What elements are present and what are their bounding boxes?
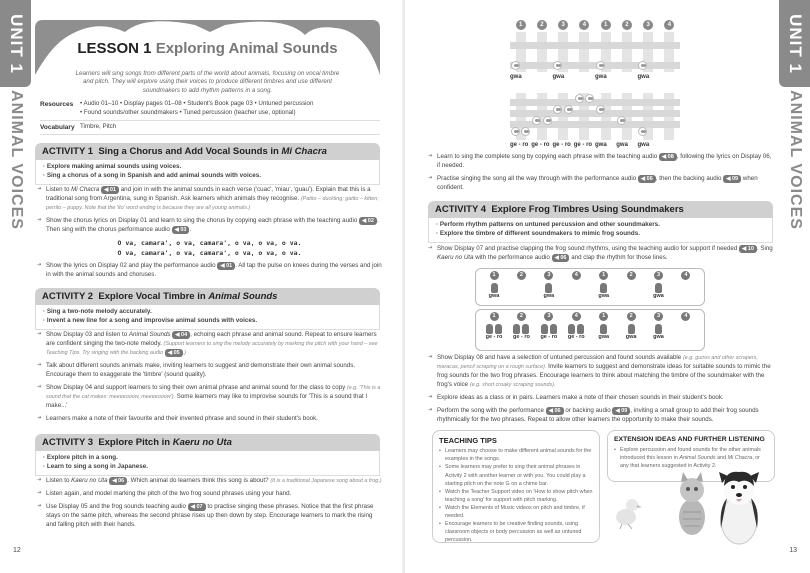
rhythm-beat [592,271,616,299]
rhythm-beat [619,271,643,299]
frog-icon [600,324,607,334]
extension-item: • Explore percussion and found sounds for the other animals introduced this lesson in Animal Sounds and Mi Chacra, or any that learners suggested in Activity 2. [614,446,768,470]
unit-name-label: ANIMAL VOICES [786,89,804,230]
pitch-line [510,42,680,49]
frog-icon [511,61,520,70]
lesson-header [35,20,380,75]
beat-number: 2 [517,312,526,321]
pitch-diagram-phrase-2 [510,93,680,148]
rhythm-beat [619,312,643,340]
unit-name [779,89,810,230]
beat-number: 3 [643,20,653,30]
unit-name [0,89,31,230]
activity-3-goals [35,451,380,476]
rhythm-beat [674,312,698,340]
frog-icon [600,283,607,293]
step: ➜ Use Display 05 and the frog sounds teaching audio ◀ 07 to practise singing these phrases. Notice that the first phrase stays on the same pitch, whereas the second phrase rises up then down by step. Encourage learners to mark the rising and falling pitch with their hands. [37,503,382,530]
activity-3-heading [35,434,380,451]
unit-name-label: ANIMAL VOICES [7,89,25,230]
beat-number: 2 [627,312,636,321]
beat-number: 3 [544,312,553,321]
beat-number: 4 [681,312,690,321]
syllable-label: gwa [616,142,628,148]
audio-badge: ◀ 06 [109,477,127,485]
resources-label: Resources [40,101,74,108]
rhythm-beat [674,271,698,299]
activity-4-step-1 [428,245,773,267]
syllable-label: ge - ro [531,142,550,148]
syllable-label: gwa [637,74,650,80]
tip-item: • Learners may choose to make different animal sounds for the examples in the songs. [439,447,593,463]
rhythm-beat [564,271,588,299]
syllable-label: ge - ro [513,334,530,340]
goal-item: · Perform rhythm patterns on untuned percussion and other soundmakers. [436,221,660,228]
syllable-label: gwa [598,293,610,299]
activity-title-italic: Kaeru no Uta [172,437,232,448]
teaching-tips-box [432,430,600,543]
goal-item: · Sing a chorus of a song in Spanish and add animal sounds with voices. [43,172,261,180]
syllable-label: ge - ro [485,334,503,340]
step: ➜ Show the chorus lyrics on Display 01 and learn to sing the chorus by copying each phrase with the teaching audio ◀ 02 . Then sing with the chorus performance audio ◀ 03 . [37,217,382,235]
activity-title-italic: Mi Chacra [281,146,327,157]
activity-title-italic: Animal Sounds [208,291,278,302]
activity-4-goals [428,218,773,243]
activity-title: Explore Vocal Timbre in [98,291,206,302]
syllable-label: ge - ro [552,142,571,148]
puppy-image [717,468,762,546]
lesson-title [35,40,380,57]
frog-icon [491,283,498,293]
lyric-line: O va, camara', o va, camara', o va, o va, o va. [117,238,302,247]
beat-number: 1 [516,20,526,30]
frog-icon [543,116,552,125]
audio-badge: ◀ 03 [172,226,190,234]
rhythm-grid [482,312,698,340]
activity-1-heading [35,143,380,160]
audio-badge: ◀ 06 [552,254,570,262]
unit-tab [0,0,31,87]
rhythm-beat [647,271,671,299]
frog-icon [511,127,520,136]
vocabulary-value: Timbre, Pitch [80,122,117,130]
page-number-right: 13 [789,547,797,554]
rhythm-beat [509,312,533,340]
beat-number: 3 [544,271,553,280]
pitch-line [510,99,680,106]
rhythm-beat [482,312,506,340]
activity-label: ACTIVITY 1 [42,146,94,157]
resources-line-2: • Found sounds/other soundmakers • Tuned percussion (teacher use, optional) [80,108,296,116]
tip-item: • Watch the Elements of Music videos on pitch and timbre, if needed. [439,504,593,520]
vocabulary-label: Vocabulary [40,123,75,131]
activity-label: ACTIVITY 3 [42,437,94,448]
frog-icon [513,324,520,334]
beat-number: 4 [579,20,589,30]
frog-icon [655,283,662,293]
duckling-image [612,495,642,530]
frog-icon [495,324,502,334]
frog-icon [577,324,584,334]
audio-badge: ◀ 07 [188,503,206,511]
syllable-label: ge - ro [540,334,558,340]
activity-4-heading [428,201,773,218]
activity-title: Sing a Chorus and Add Vocal Sounds in [98,146,279,157]
syllable-label: gwa [595,74,607,80]
audio-badge: ◀ 04 [172,331,190,339]
beat-number: 1 [601,20,611,30]
lyric-line: O va, camara', o va, camara', o va, o va, o va. [117,248,302,257]
activity-1-steps [37,186,382,284]
activity-2-heading [35,288,380,305]
audio-badge: ◀ 06 [546,407,564,415]
activity-4 [428,201,773,243]
rhythm-beat [537,271,561,299]
step: ➜ Listen again, and model marking the pitch of the two frog sound phrases using your hand. [37,490,382,499]
unit-tab-label: UNIT 1 [6,13,26,74]
step: ➜ Listen to Mi Chacra ◀ 01 and join in with the animal sounds in each verse ('cuac', 'miau', 'guau'). Explain that this is a traditional song from Argentina, sung in Spanish. Ask learners which animals they recognise. (Patito – duckling; gatito – kitten; perrito – puppy. Note that the 'ito' word ending is because they are all young animals.) [37,186,382,213]
audio-badge: ◀ 05 [165,349,183,357]
beat-number: 1 [490,271,499,280]
unit-tab-label: UNIT 1 [785,13,805,74]
frog-icon [550,324,557,334]
resources-line-1: • Audio 01–10 • Display pages 01–08 • Student's Book page 03 • Untuned percussion [80,100,314,107]
rhythm-beat [592,312,616,340]
audio-badge: ◀ 01 [101,186,119,194]
audio-badge: ◀ 10 [739,245,757,253]
activity-3 [35,434,380,476]
step: ➜ Show Display 03 and listen to Animal Sounds ◀ 04 , echoing each phrase and animal sound. Repeat to ensure learners are confident singing the two-note melody. (Support learners to sing the melody accurately by marking the pitch with your hand – see Teaching Tips. Try singing with the backing audio ◀ 05 .) [37,331,382,358]
step: ➜ Learn to sing the complete song by copying each phrase with the teaching audio ◀ 08 , following the lyrics on Display 06, if needed. [428,153,773,171]
goal-item: · Explore making animal sounds using voices. [43,163,182,170]
syllable-label: gwa [510,74,522,80]
activity-1-goals [35,160,380,185]
audio-badge: ◀ 01 [217,262,235,270]
rhythm-beat [564,312,588,340]
beat-number: 3 [558,20,568,30]
audio-badge: ◀ 02 [359,217,377,225]
beat-number: 1 [599,271,608,280]
syllable-label: gwa [543,293,555,299]
frog-icon [521,127,530,136]
step: ➜ Explore ideas as a class or in pairs. Learners make a note of their chosen sounds in their student's book. [428,394,773,403]
pitch-diagram-phrase-1 [510,20,680,80]
teaching-tips-title: TEACHING TIPS [439,436,497,445]
step: ➜ Learners make a note of their favourite and their invented phrase and sound in their student's book. [37,415,382,424]
frog-icon [628,324,635,334]
activity-1 [35,143,380,185]
activity-label: ACTIVITY 2 [42,291,94,302]
beat-number: 3 [654,312,663,321]
beat-number: 1 [599,312,608,321]
goal-item: · Learn to sing a song in Japanese. [43,463,148,471]
syllable-label: ge - ro [573,142,593,148]
frog-icon [522,324,529,334]
frog-icon [617,116,626,125]
audio-badge: ◀ 08 [659,153,677,161]
frog-icon [532,116,541,125]
syllable-label: gwa [653,334,664,340]
activity-4-steps [428,354,773,429]
resources-block [40,100,380,137]
lesson-name: Exploring Animal Sounds [155,40,338,57]
activity-label: ACTIVITY 4 [435,204,487,215]
tip-item: • Encourage learners to be creative finding sounds, using classroom objects or body percussion as well as untuned percussion. [439,520,593,544]
audio-badge: ◀ 06 [638,175,656,183]
rhythm-beat [509,271,533,299]
beat-number: 4 [572,312,581,321]
frog-icon [545,283,552,293]
step: ➜ Practise singing the song all the way through with the performance audio ◀ 06 , then the backing audio ◀ 09 when confident. [428,175,773,193]
frog-icon [596,105,605,114]
tip-item: • Watch the Teacher Support video on 'How to show pitch when teaching a song' for support with pitch marking. [439,488,593,504]
beat-number: 3 [654,271,663,280]
frog-icon [541,324,548,334]
frog-icon [568,324,575,334]
beat-number: 2 [627,271,636,280]
unit-tab [779,0,810,87]
audio-badge: ◀ 09 [723,175,741,183]
beat-number: 4 [681,271,690,280]
step: ➜ Listen to Kaeru no Uta ◀ 06 . Which animal do learners think this song is about? (It is a traditional Japanese song about a frog.) [37,477,382,486]
activity-2 [35,288,380,330]
step: ➜ Perform the song with the performance ◀ 06 or backing audio ◀ 09 , inviting a small group to add their frog sounds rhythmically for the two phrases. Repeat to allow other learners the opportunity to make their sounds. [428,407,773,425]
activity-3-continued-steps [428,153,773,197]
step: ➜ Talk about different sounds animals make, inviting learners to suggest and demonstrate their own animal sounds. Encourage them to exaggerate the 'timbre' (sound quality). [37,362,382,380]
activity-2-goals [35,305,380,330]
rhythm-diagram-phrase-2 [475,309,705,351]
goal-item: · Explore the timbre of different soundmakers to mimic frog sounds. [436,230,640,238]
lesson-intro: Learners will sing songs from different parts of the world about animals, focusing on vocal timbre and pitch. They will explore using their voices to produce different timbres and use different soundmakers to add rhythm patterns in a song. [75,70,340,94]
frog-icon [575,94,584,103]
lesson-number: LESSON 1 [77,40,152,57]
syllable-label: gwa [637,142,650,148]
frog-icon [564,105,573,114]
beat-number: 2 [517,271,526,280]
extension-title: EXTENSION IDEAS AND FURTHER LISTENING [614,436,765,443]
syllable-label: ge - ro [510,142,529,148]
frog-icon [486,324,493,334]
goal-item: · Explore pitch in a song. [43,454,118,461]
beat-number: 1 [490,312,499,321]
beat-number: 4 [664,20,674,30]
frog-icon [596,61,605,70]
syllable-label: gwa [598,334,610,340]
activity-2-steps [37,331,382,428]
syllable-label: gwa [625,334,637,340]
tip-item: • Some learners may prefer to sing their animal phrases in Activity 2 with another learner or with you. You could play a starting pitch on the note G on a chime bar. [439,463,593,487]
syllable-label: gwa [653,293,664,299]
audio-badge: ◀ 09 [612,407,630,415]
rhythm-beat [482,271,506,299]
goal-item: · Sing a two-note melody accurately. [43,308,152,315]
kitten-image [675,472,710,537]
activity-title: Explore Frog Timbres Using Soundmakers [491,204,684,215]
syllable-label: gwa [488,293,500,299]
step: ➜ Show Display 08 and have a selection of untuned percussion and found sounds available (e.g. guiros and other scrapers, maracas, pencil scraping on a rough surface). Invite learners to suggest and demonstrate ideas for suitable sounds to mimic the frog sounds for the two frog phrases. Encourage learners to think about matching the timbre of the soundmaker with the frog's voice (e.g. short croaky scraping sounds). [428,354,773,390]
beat-number: 2 [537,20,547,30]
lyrics [37,239,382,259]
rhythm-diagram-phrase-1 [475,268,705,306]
syllable-label: gwa [552,74,565,80]
rhythm-grid [482,271,698,299]
frog-icon [655,324,662,334]
step: ➜ Show Display 04 and support learners to sing their own animal phrase and animal sound for the class to copy (e.g. 'This is a sound that the cat makes: meeeeooow, meeeeooow'). Some learners may like to improvise sounds for 'This is a sound that I make...' [37,384,382,411]
activity-3-steps [37,477,382,534]
step: ➜ Show Display 07 and practise clapping the frog sound rhythms, using the teaching audio for support if needed ◀ 10 . Sing Kaeru no Uta with the performance audio ◀ 06 and clap the rhythm for those lines. [428,245,773,263]
syllable-label: ge - ro [567,334,585,340]
rhythm-beat [647,312,671,340]
syllable-label: gwa [595,142,607,148]
step: ➜ Show the lyrics on Display 02 and play the performance audio ◀ 01 . All tap the pulse on knees during the verses and join in with the animal sounds and choruses. [37,262,382,280]
beat-number: 4 [572,271,581,280]
page-number-left: 12 [13,547,21,554]
beat-number: 2 [622,20,632,30]
rhythm-beat [537,312,561,340]
activity-title: Explore Pitch in [98,437,171,448]
goal-item: · Invent a new line for a song and improvise animal sounds with voices. [43,317,258,325]
